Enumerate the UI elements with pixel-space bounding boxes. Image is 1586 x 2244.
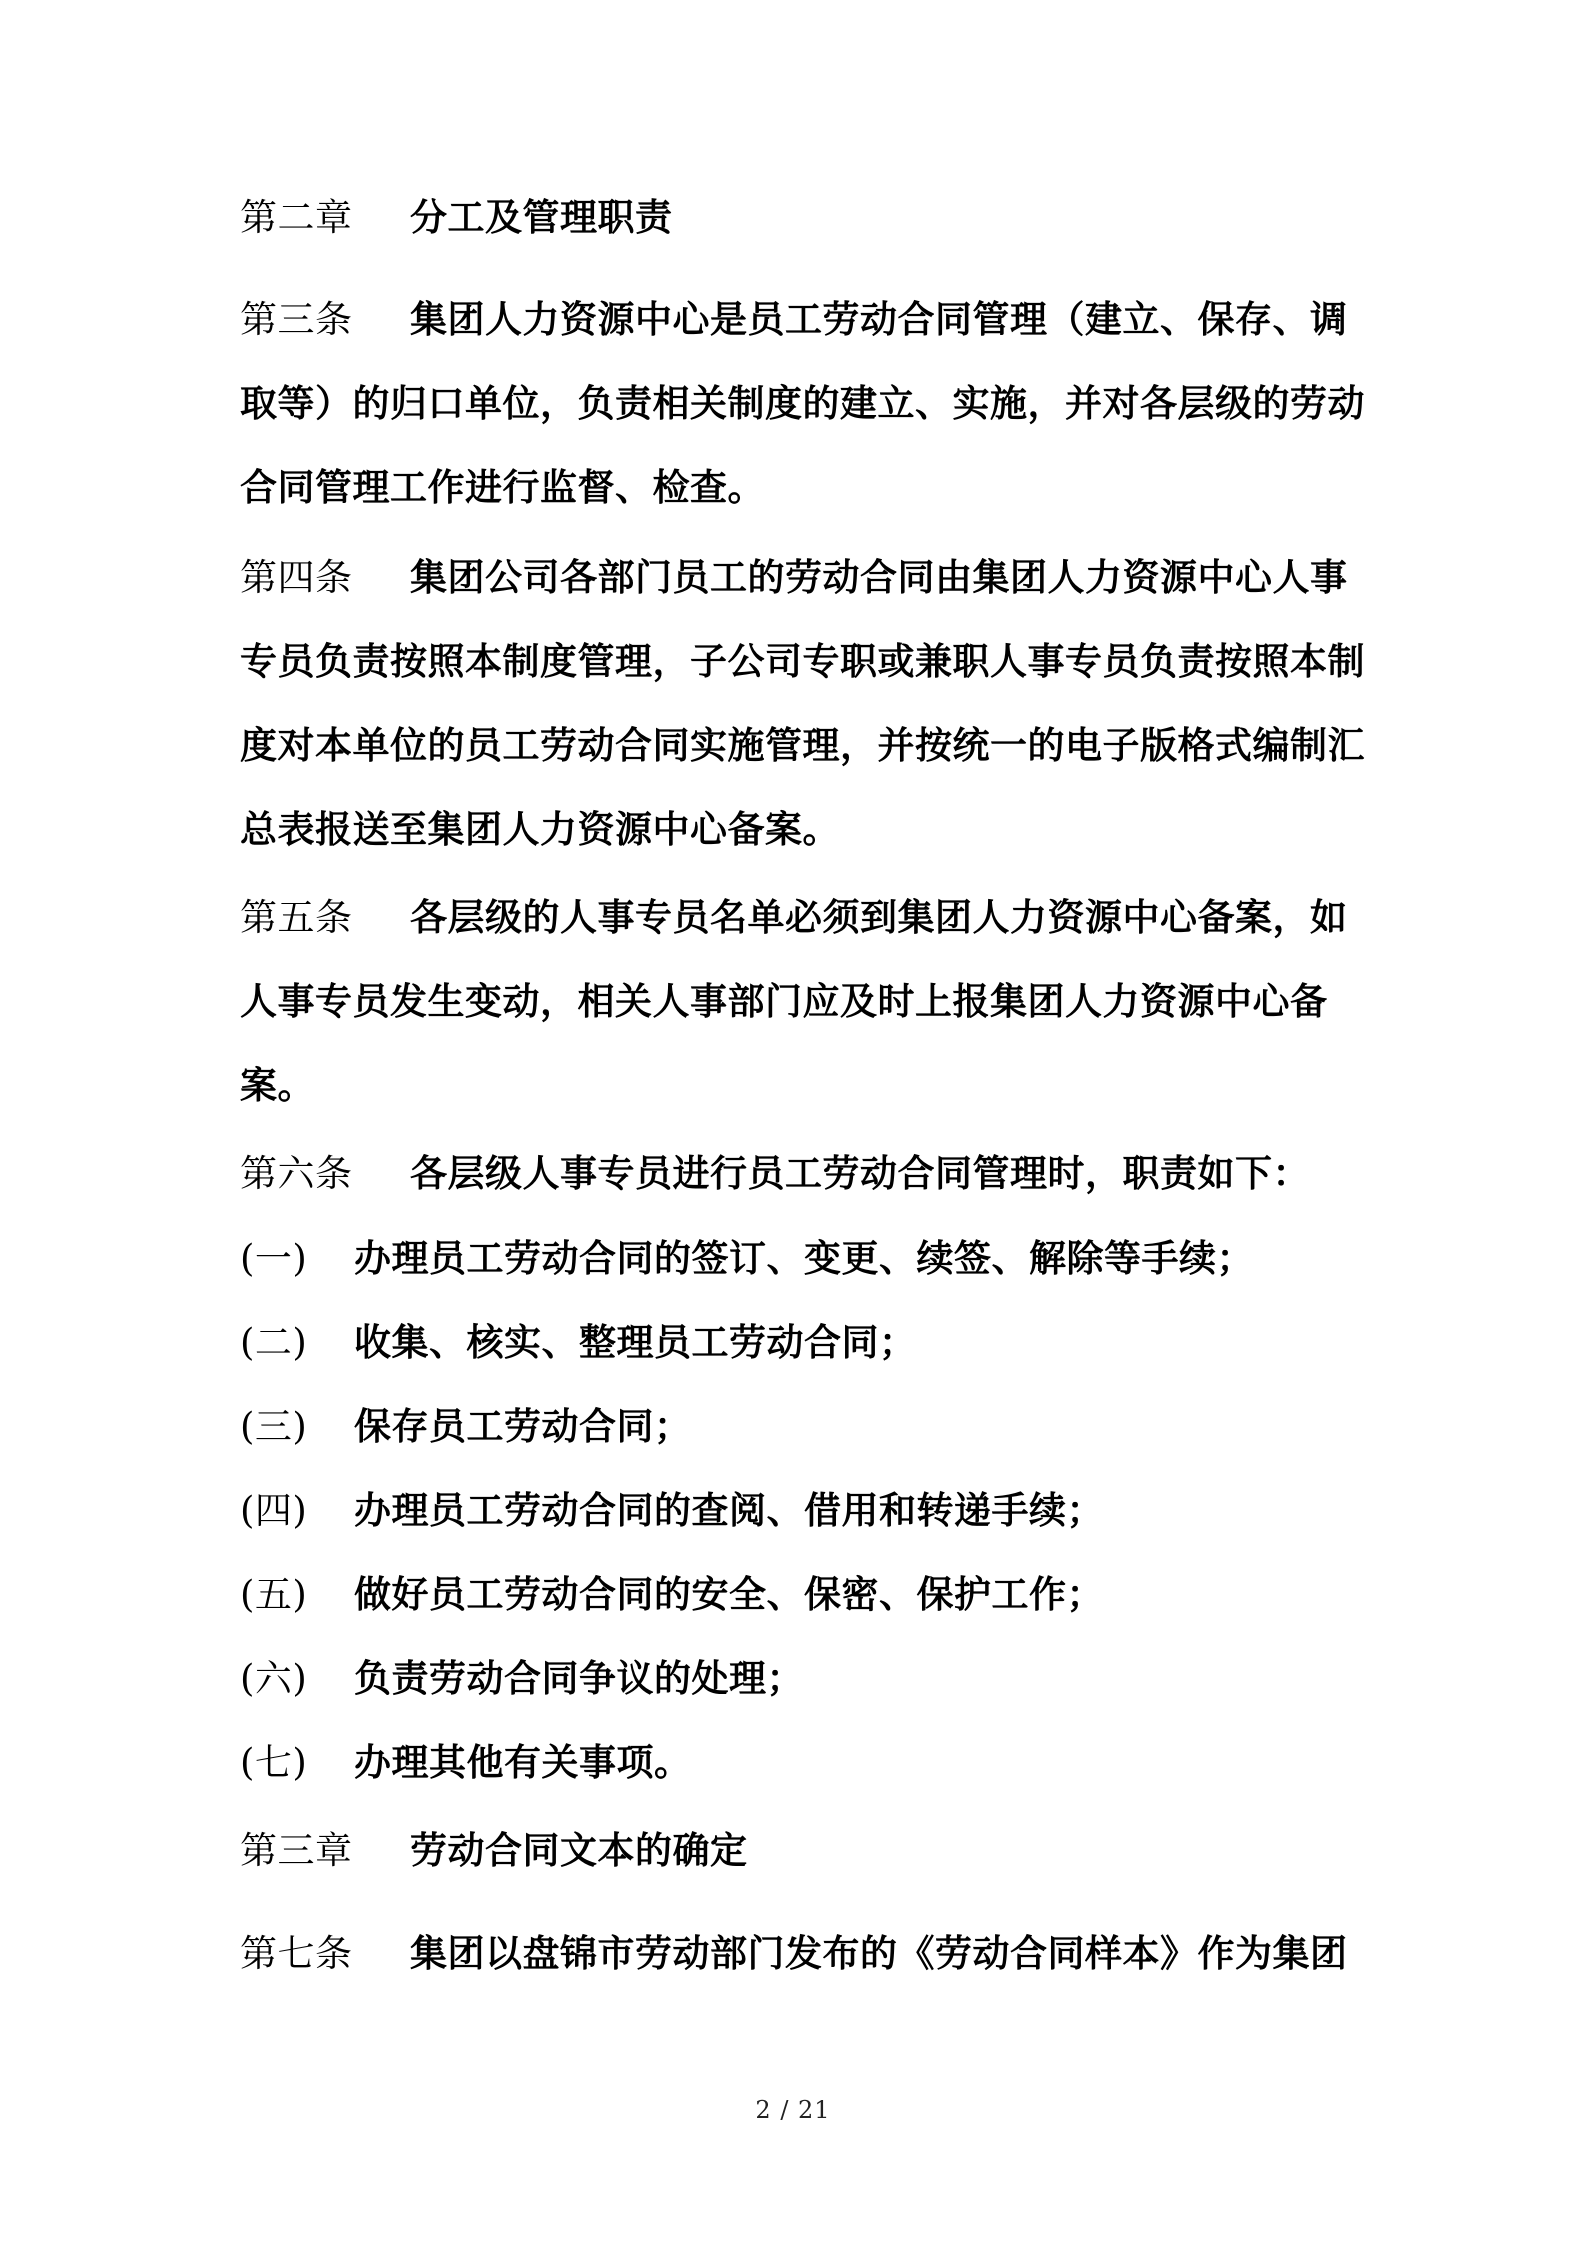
list-item <box>240 1637 1360 1721</box>
list-item <box>240 1469 1360 1553</box>
article-5 <box>240 876 1360 1128</box>
chapter-label: 第二章 <box>240 196 353 239</box>
list-item <box>240 1721 1360 1805</box>
article-text-line: 案。 <box>240 1064 315 1107</box>
article-text-line: 各层级人事专员进行员工劳动合同管理时，职责如下： <box>410 1152 1310 1195</box>
chapter-title: 分工及管理职责 <box>410 196 673 239</box>
article-7 <box>240 1912 1360 1996</box>
article-text-line: 各层级的人事专员名单必须到集团人力资源中心备案，如 <box>410 896 1348 939</box>
article-6 <box>240 1132 1360 1216</box>
list-item-number: (二) <box>240 1321 308 1364</box>
list-item <box>240 1217 1360 1301</box>
list-item-text: 办理其他有关事项。 <box>354 1741 692 1784</box>
article-label: 第五条 <box>240 896 353 939</box>
list-item-number: (七) <box>240 1741 308 1784</box>
list-item <box>240 1553 1360 1637</box>
chapter-label: 第三章 <box>240 1829 353 1872</box>
article-3 <box>240 278 1365 530</box>
article-text-line: 合同管理工作进行监督、检查。 <box>240 466 765 509</box>
article-label: 第四条 <box>240 556 353 599</box>
list-item <box>240 1385 1360 1469</box>
list-item-text: 办理员工劳动合同的签订、变更、续签、解除等手续； <box>354 1237 1254 1280</box>
article-text-line: 取等）的归口单位，负责相关制度的建立、实施，并对各层级的劳动 <box>240 382 1365 425</box>
page-number: 2 / 21 <box>755 2096 831 2124</box>
article-label: 第三条 <box>240 298 353 341</box>
chapter-heading-2 <box>240 176 1360 260</box>
list-item-number: (三) <box>240 1405 308 1448</box>
list-item-number: (六) <box>240 1657 308 1700</box>
list-item-text: 做好员工劳动合同的安全、保密、保护工作； <box>354 1573 1104 1616</box>
article-text-line: 度对本单位的员工劳动合同实施管理，并按统一的电子版格式编制汇 <box>240 724 1365 767</box>
article-text-line: 总表报送至集团人力资源中心备案。 <box>240 808 840 851</box>
list-item <box>240 1301 1360 1385</box>
list-item-number: (五) <box>240 1573 308 1616</box>
article-text-line: 集团人力资源中心是员工劳动合同管理（建立、保存、调 <box>410 298 1348 341</box>
list-item-number: (四) <box>240 1489 308 1532</box>
article-label: 第七条 <box>240 1932 353 1975</box>
article-text-line: 人事专员发生变动，相关人事部门应及时上报集团人力资源中心备 <box>240 980 1328 1023</box>
list-item-text: 负责劳动合同争议的处理； <box>354 1657 804 1700</box>
list-item-text: 保存员工劳动合同； <box>354 1405 692 1448</box>
list-item-text: 收集、核实、整理员工劳动合同； <box>354 1321 917 1364</box>
article-4 <box>240 536 1365 872</box>
chapter-title: 劳动合同文本的确定 <box>410 1829 748 1872</box>
article-text-line: 专员负责按照本制度管理，子公司专职或兼职人事专员负责按照本制 <box>240 640 1365 683</box>
article-text-line: 集团公司各部门员工的劳动合同由集团人力资源中心人事 <box>410 556 1348 599</box>
chapter-heading-3 <box>240 1809 1360 1893</box>
article-label: 第六条 <box>240 1152 353 1195</box>
article-text-line: 集团以盘锦市劳动部门发布的《劳动合同样本》作为集团 <box>410 1932 1348 1975</box>
list-item-text: 办理员工劳动合同的查阅、借用和转递手续； <box>354 1489 1104 1532</box>
duties-list <box>240 1217 1360 1805</box>
list-item-number: (一) <box>240 1237 308 1280</box>
